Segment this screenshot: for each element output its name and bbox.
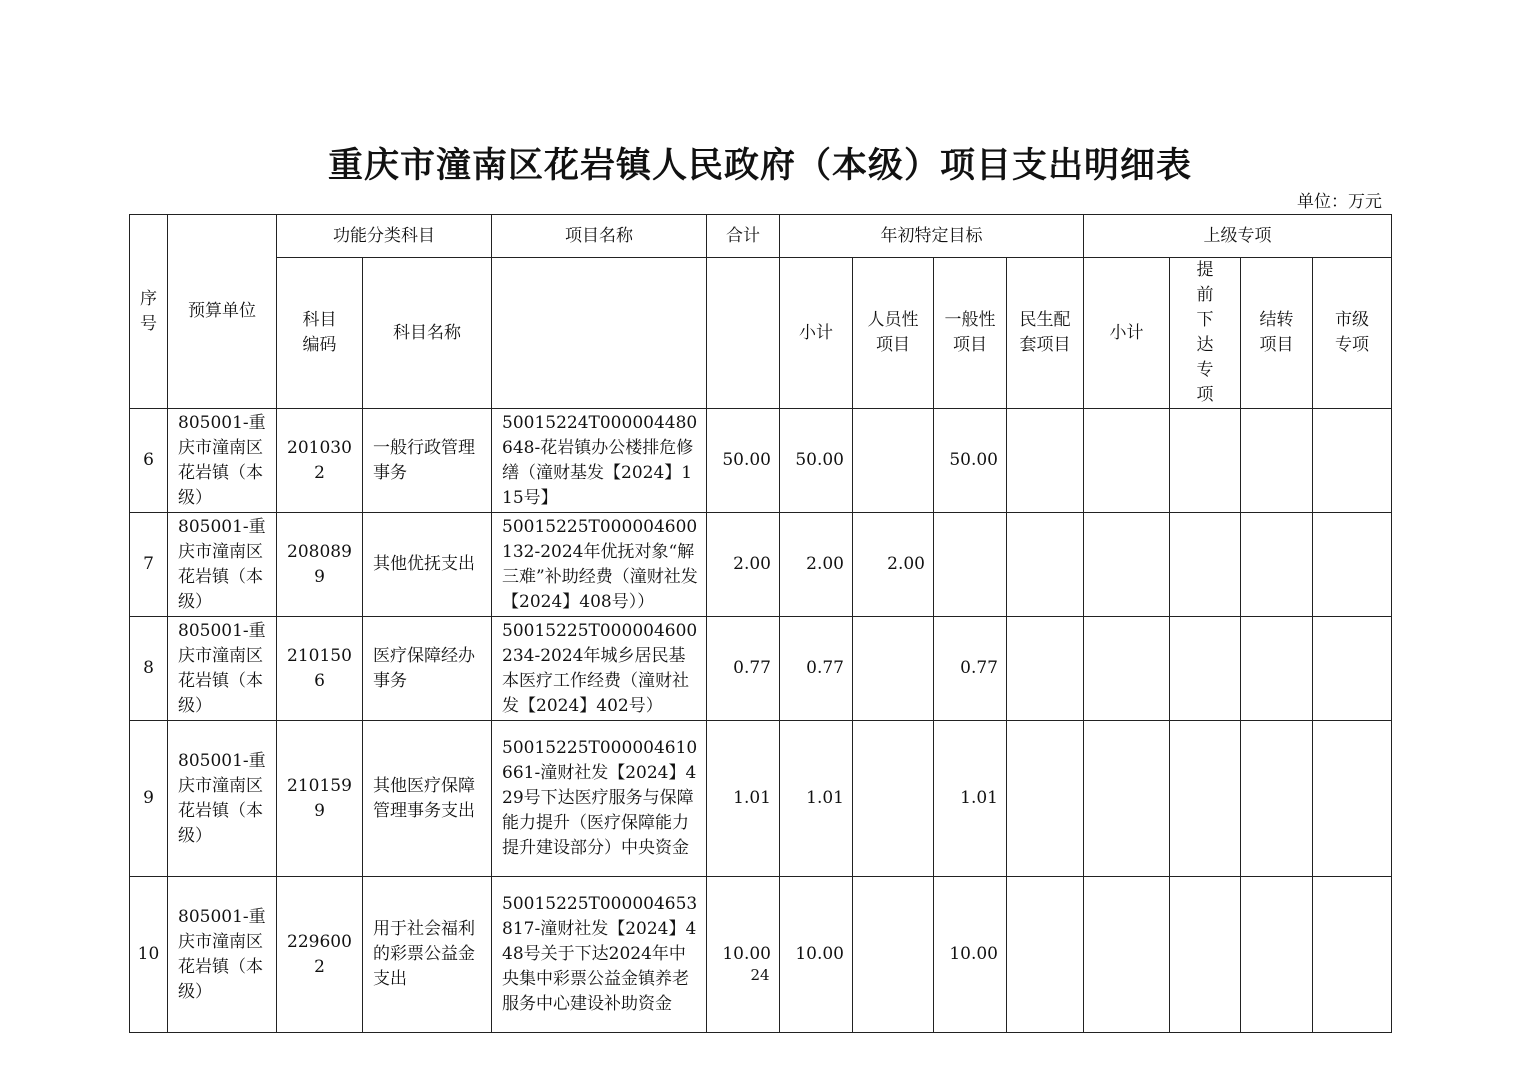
- cell-project-name: 50015225T000004600234-2024年城乡居民基本医疗工作经费（潼财社发【2024】402号）: [492, 617, 707, 721]
- cell-general: [934, 513, 1007, 617]
- cell-carry-over: [1241, 409, 1313, 513]
- header-upper-subtotal: 小计: [1084, 258, 1170, 409]
- cell-advance: [1170, 721, 1241, 877]
- cell-advance: [1170, 513, 1241, 617]
- cell-project-name: 50015225T000004653817-潼财社发【2024】448号关于下达2024年中央集中彩票公益金镇养老服务中心建设补助资金: [492, 877, 707, 1033]
- cell-budget-unit: 805001-重庆市潼南区花岩镇（本级）: [168, 721, 277, 877]
- header-advance: 提前下达专项: [1170, 258, 1241, 409]
- cell-budget-unit: 805001-重庆市潼南区花岩镇（本级）: [168, 513, 277, 617]
- table-row: [130, 409, 1392, 513]
- cell-city-special: [1313, 409, 1392, 513]
- cell-seq: 8: [130, 617, 168, 721]
- cell-subject-name: 医疗保障经办事务: [363, 617, 492, 721]
- cell-subject-name: 其他医疗保障管理事务支出: [363, 721, 492, 877]
- cell-budget-unit: 805001-重庆市潼南区花岩镇（本级）: [168, 617, 277, 721]
- header-carry-over: 结转项目: [1241, 258, 1313, 409]
- cell-upper-subtotal: [1084, 617, 1170, 721]
- cell-city-special: [1313, 513, 1392, 617]
- cell-target-subtotal: 0.77: [780, 617, 853, 721]
- cell-budget-unit: 805001-重庆市潼南区花岩镇（本级）: [168, 409, 277, 513]
- header-function-category: 功能分类科目: [277, 215, 492, 258]
- cell-target-subtotal: 10.00: [780, 877, 853, 1033]
- cell-subject-name: 一般行政管理事务: [363, 409, 492, 513]
- cell-carry-over: [1241, 721, 1313, 877]
- cell-advance: [1170, 617, 1241, 721]
- cell-project-name: 50015225T000004600132-2024年优抚对象“解三难”补助经费（潼财社发【2024】408号））: [492, 513, 707, 617]
- cell-subject-name: 其他优抚支出: [363, 513, 492, 617]
- table-row: [130, 617, 1392, 721]
- cell-upper-subtotal: [1084, 721, 1170, 877]
- cell-subject-code: 2101506: [277, 617, 363, 721]
- cell-seq: 9: [130, 721, 168, 877]
- cell-total: 2.00: [707, 513, 780, 617]
- table-row: [130, 877, 1392, 1033]
- header-target-subtotal: 小计: [780, 258, 853, 409]
- header-subject-code: 科目编码: [277, 258, 363, 409]
- cell-general: 50.00: [934, 409, 1007, 513]
- cell-personnel: 2.00: [853, 513, 934, 617]
- cell-target-subtotal: 2.00: [780, 513, 853, 617]
- cell-upper-subtotal: [1084, 877, 1170, 1033]
- cell-seq: 7: [130, 513, 168, 617]
- cell-project-name: 50015224T000004480648-花岩镇办公楼排危修缮（潼财基发【2024】115号】: [492, 409, 707, 513]
- header-seq: 序号: [130, 215, 168, 409]
- cell-subject-code: 2010302: [277, 409, 363, 513]
- cell-personnel: [853, 409, 934, 513]
- table-row: [130, 513, 1392, 617]
- project-expenditure-table: [129, 214, 1392, 1033]
- cell-total: 1.01: [707, 721, 780, 877]
- header-project-name-blank: [492, 258, 707, 409]
- header-total-blank: [707, 258, 780, 409]
- unit-label: 单位：万元: [1297, 192, 1382, 212]
- cell-subject-code: 2296002: [277, 877, 363, 1033]
- header-project-name: 项目名称: [492, 215, 707, 258]
- cell-target-subtotal: 1.01: [780, 721, 853, 877]
- cell-personnel: [853, 721, 934, 877]
- cell-carry-over: [1241, 877, 1313, 1033]
- cell-livelihood: [1007, 409, 1084, 513]
- cell-livelihood: [1007, 877, 1084, 1033]
- cell-general: 10.00: [934, 877, 1007, 1033]
- cell-subject-code: 2080899: [277, 513, 363, 617]
- page-number: 24: [750, 966, 770, 984]
- cell-carry-over: [1241, 617, 1313, 721]
- cell-advance: [1170, 877, 1241, 1033]
- header-total: 合计: [707, 215, 780, 258]
- cell-city-special: [1313, 721, 1392, 877]
- cell-total: 50.00: [707, 409, 780, 513]
- cell-seq: 10: [130, 877, 168, 1033]
- cell-general: 1.01: [934, 721, 1007, 877]
- header-annual-target: 年初特定目标: [780, 215, 1084, 258]
- cell-livelihood: [1007, 721, 1084, 877]
- cell-livelihood: [1007, 617, 1084, 721]
- cell-total: 10.00: [707, 877, 780, 1033]
- cell-advance: [1170, 409, 1241, 513]
- cell-budget-unit: 805001-重庆市潼南区花岩镇（本级）: [168, 877, 277, 1033]
- header-upper-special: 上级专项: [1084, 215, 1392, 258]
- header-subject-name: 科目名称: [363, 258, 492, 409]
- cell-general: 0.77: [934, 617, 1007, 721]
- cell-subject-code: 2101599: [277, 721, 363, 877]
- cell-city-special: [1313, 877, 1392, 1033]
- cell-target-subtotal: 50.00: [780, 409, 853, 513]
- cell-carry-over: [1241, 513, 1313, 617]
- page-title: 重庆市潼南区花岩镇人民政府（本级）项目支出明细表: [327, 145, 1192, 186]
- table-row: [130, 721, 1392, 877]
- cell-personnel: [853, 877, 934, 1033]
- header-personnel: 人员性项目: [853, 258, 934, 409]
- cell-livelihood: [1007, 513, 1084, 617]
- cell-city-special: [1313, 617, 1392, 721]
- header-general: 一般性项目: [934, 258, 1007, 409]
- header-city-special: 市级专项: [1313, 258, 1392, 409]
- cell-personnel: [853, 617, 934, 721]
- cell-project-name: 50015225T000004610661-潼财社发【2024】429号下达医疗服务与保障能力提升（医疗保障能力提升建设部分）中央资金: [492, 721, 707, 877]
- header-budget-unit: 预算单位: [168, 215, 277, 409]
- header-livelihood: 民生配套项目: [1007, 258, 1084, 409]
- cell-upper-subtotal: [1084, 513, 1170, 617]
- cell-seq: 6: [130, 409, 168, 513]
- cell-total: 0.77: [707, 617, 780, 721]
- cell-subject-name: 用于社会福利的彩票公益金支出: [363, 877, 492, 1033]
- cell-upper-subtotal: [1084, 409, 1170, 513]
